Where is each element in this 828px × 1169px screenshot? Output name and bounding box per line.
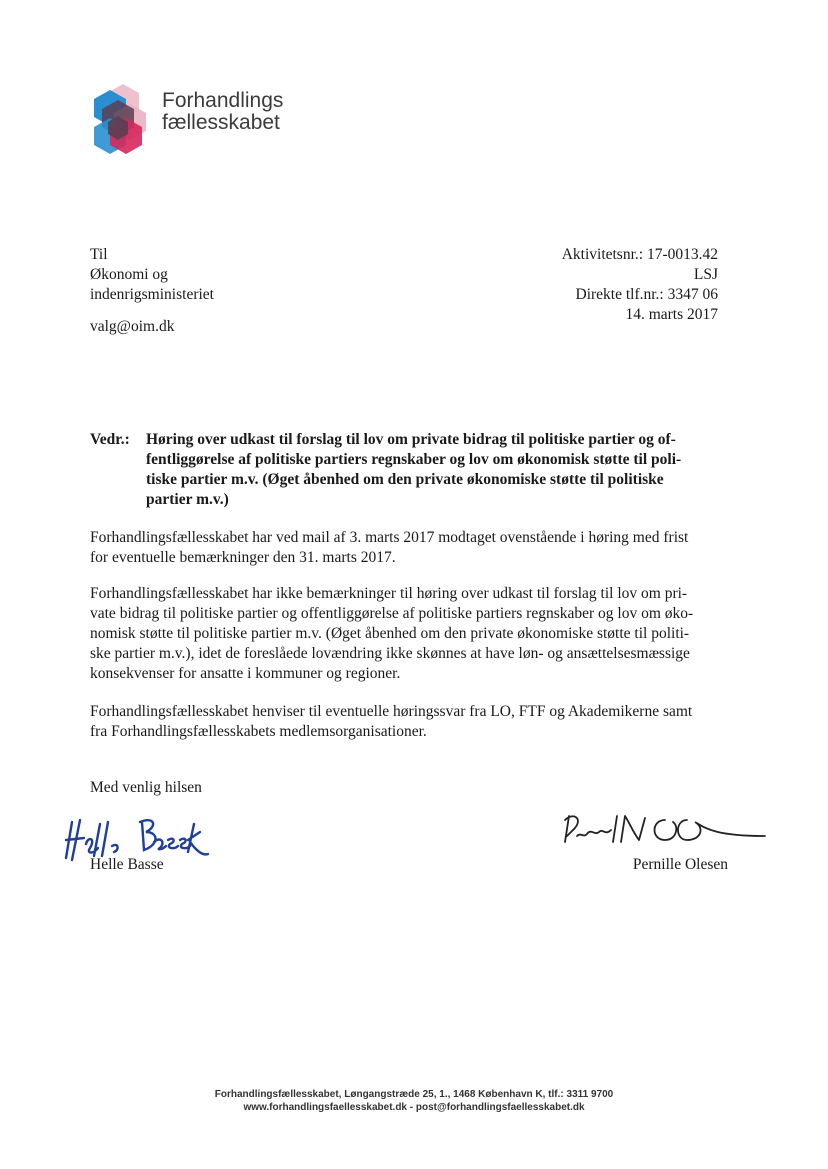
paragraph-line: konsekvenser for ansatte i kommuner og regioner. xyxy=(90,665,401,682)
initials: LSJ xyxy=(693,266,718,283)
logo-mark-icon xyxy=(90,82,156,156)
subject-line: Høring over udkast til forslag til lov om private bidrag til politiske partier og of- xyxy=(146,431,676,448)
recipient-line-1: Til xyxy=(90,246,108,263)
paragraph-2 xyxy=(90,584,740,684)
recipient-address xyxy=(90,245,214,305)
footer-address: Forhandlingsfællesskabet, Løngangstræde 25, 1., 1468 København K, tlf.: 3311 9700 xyxy=(214,1089,614,1100)
paragraph-line: fra Forhandlingsfællesskabets medlemsorganisationer. xyxy=(90,723,427,740)
paragraph-line: Forhandlingsfællesskabet henviser til eventuelle høringssvar fra LO, FTF og Akademikerne samt xyxy=(90,703,693,720)
paragraph-line: ske partier m.v.), idet de foreslåede lovændring ikke skønnes at have løn- og ansættelsesmæssige xyxy=(90,645,690,662)
recipient-email: valg@oim.dk xyxy=(90,318,175,335)
subject-line: tiske partier m.v. (Øget åbenhed om den private økonomiske støtte til politiske xyxy=(146,471,664,488)
logo-wordmark xyxy=(162,90,283,134)
subject-text xyxy=(146,430,736,510)
closing-greeting: Med venlig hilsen xyxy=(90,779,202,796)
recipient-line-2: Økonomi og xyxy=(90,266,168,283)
page-footer xyxy=(0,1088,828,1114)
direct-phone: Direkte tlf.nr.: 3347 06 xyxy=(575,286,718,303)
subject-line: partier m.v.) xyxy=(146,491,229,508)
logo-line-2: fællesskabet xyxy=(162,111,280,134)
letter-meta xyxy=(562,245,718,325)
paragraph-1 xyxy=(90,528,740,568)
signatory-left-name: Helle Basse xyxy=(90,856,164,873)
subject-label: Vedr.: xyxy=(90,431,130,448)
paragraph-line: nomisk støtte til politiske partier m.v. (Øget åbenhed om den private økonomiske støtte til politi- xyxy=(90,625,690,642)
letter-date: 14. marts 2017 xyxy=(625,306,718,323)
subject-line: fentliggørelse af politiske partiers regnskaber og lov om økonomisk støtte til poli- xyxy=(146,451,682,468)
logo-line-1: Forhandlings xyxy=(162,89,284,112)
signatory-right-name: Pernille Olesen xyxy=(632,856,728,873)
paragraph-3 xyxy=(90,702,740,742)
signature-right-icon xyxy=(555,806,775,854)
activity-number: Aktivitetsnr.: 17-0013.42 xyxy=(561,246,718,263)
paragraph-line: for eventuelle bemærkninger den 31. marts 2017. xyxy=(90,549,396,566)
paragraph-line: vate bidrag til politiske partier og offentliggørelse af politiske partiers regnskaber og lov om øko- xyxy=(90,605,694,622)
paragraph-line: Forhandlingsfællesskabet har ikke bemærkninger til høring over udkast til forslag til lov om pri- xyxy=(90,585,688,602)
footer-contact: www.forhandlingsfaellesskabet.dk - post@forhandlingsfaellesskabet.dk xyxy=(243,1102,585,1113)
paragraph-line: Forhandlingsfællesskabet har ved mail af 3. marts 2017 modtaget ovenstående i høring med frist xyxy=(90,529,689,546)
recipient-line-3: indenrigsministeriet xyxy=(90,286,214,303)
